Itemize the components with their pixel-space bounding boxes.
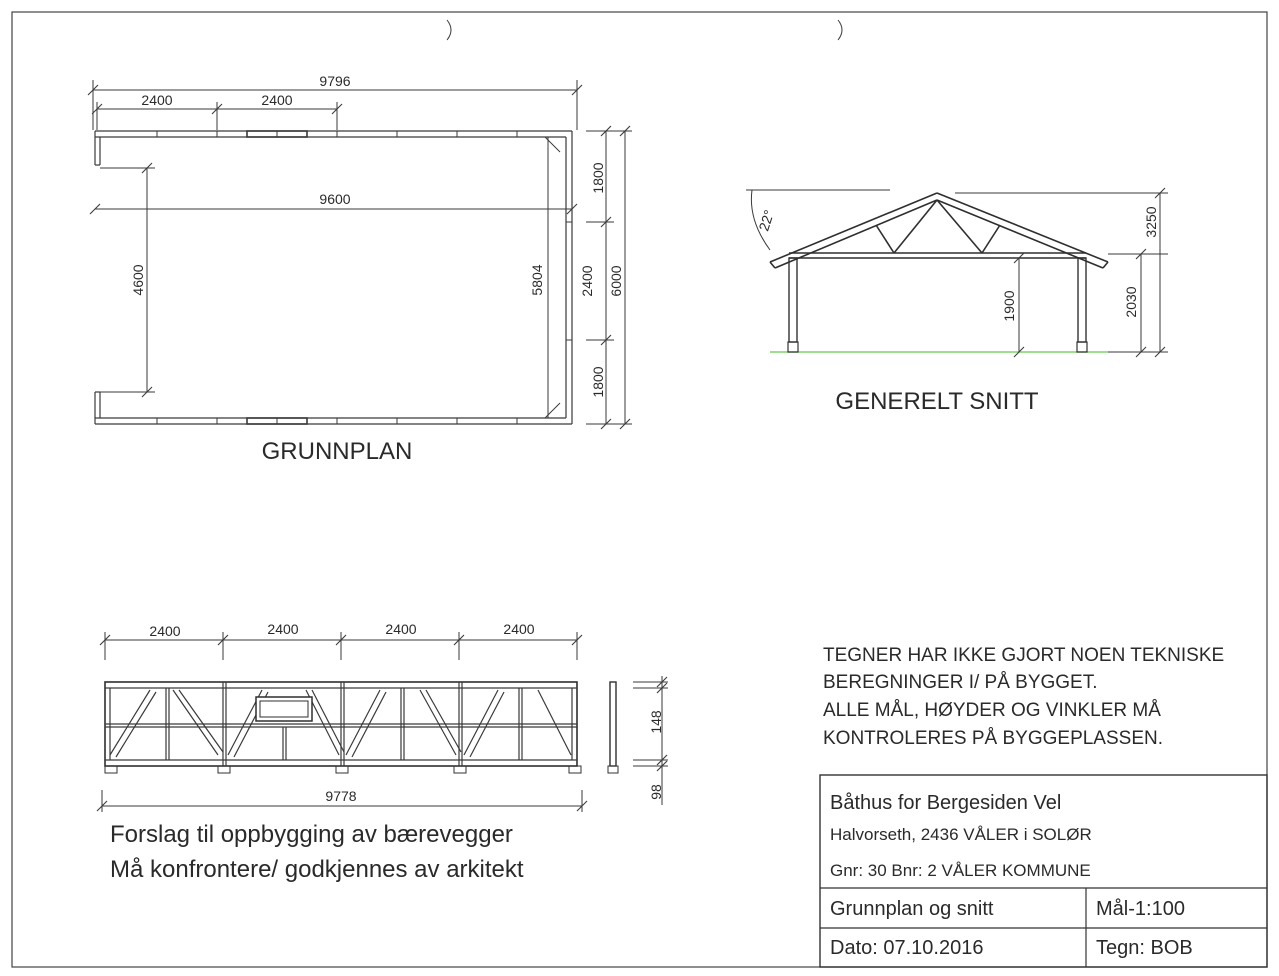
cross-section — [746, 188, 1168, 415]
post-right — [1078, 258, 1086, 342]
tb-property: Gnr: 30 Bnr: 2 VÅLER KOMMUNE — [830, 861, 1091, 880]
dim-inner-depth: 5804 — [529, 264, 545, 296]
footing-right — [1077, 342, 1087, 352]
dim-opening-height: 4600 — [130, 264, 146, 296]
dim-panel1: 2400 — [149, 623, 181, 639]
dim-inner-width: 9600 — [319, 191, 351, 207]
floor-plan-title: GRUNNPLAN — [261, 438, 413, 465]
dim-seg2: 2400 — [261, 92, 293, 108]
dim-section-upper: 148 — [648, 710, 664, 734]
wall-section-profile — [610, 682, 616, 766]
tb-drawn-by: Tegn: BOB — [1096, 937, 1193, 959]
wall-frame — [105, 682, 581, 773]
disclaimer-line-4: KONTROLERES PÅ BYGGEPLASSEN. — [823, 728, 1163, 749]
dim-panel2: 2400 — [267, 621, 299, 637]
dim-roof-angle: 22° — [755, 207, 778, 233]
dim-eave-height: 2030 — [1123, 286, 1139, 318]
caption-line-1: Forslag til oppbygging av bærevegger — [110, 821, 513, 848]
dim-seg1: 2400 — [141, 92, 173, 108]
tb-drawing: Grunnplan og snitt — [830, 898, 994, 920]
dim-right-mid: 2400 — [579, 265, 595, 297]
section-title: GENERELT SNITT — [835, 388, 1039, 415]
dim-section-lower: 98 — [648, 784, 664, 800]
dim-overall-width: 9796 — [319, 73, 351, 89]
disclaimer-line-1: TEGNER HAR IKKE GJORT NOEN TEKNISKE — [823, 645, 1225, 666]
roof-truss — [770, 193, 1108, 268]
tb-scale: Mål-1:100 — [1096, 898, 1185, 920]
dim-panel4: 2400 — [503, 621, 535, 637]
disclaimer-line-2: BEREGNINGER I/ PÅ BYGGET. — [823, 672, 1098, 693]
title-block — [820, 775, 1267, 967]
dim-inner-height: 1900 — [1001, 290, 1017, 322]
wall-elevation — [97, 621, 668, 883]
floor-plan — [88, 73, 632, 465]
tb-date: Dato: 07.10.2016 — [830, 937, 984, 959]
caption-line-2: Må konfrontere/ godkjennes av arkitekt — [110, 856, 524, 883]
footing-left — [788, 342, 798, 352]
plan-walls — [95, 131, 572, 424]
punch-mark-left — [447, 20, 451, 40]
tb-address: Halvorseth, 2436 VÅLER i SOLØR — [830, 825, 1092, 844]
disclaimer-note — [823, 645, 1224, 749]
dim-total-length: 9778 — [325, 788, 357, 804]
dim-overall-depth: 6000 — [608, 265, 624, 297]
dim-panel3: 2400 — [385, 621, 417, 637]
dim-right-bottom: 1800 — [590, 366, 606, 398]
punch-mark-right — [838, 20, 842, 40]
post-left — [789, 258, 797, 342]
dim-right-top: 1800 — [590, 162, 606, 194]
tb-project: Båthus for Bergesiden Vel — [830, 792, 1062, 814]
dim-ridge-height: 3250 — [1143, 206, 1159, 238]
disclaimer-line-3: ALLE MÅL, HØYDER OG VINKLER MÅ — [823, 700, 1161, 721]
